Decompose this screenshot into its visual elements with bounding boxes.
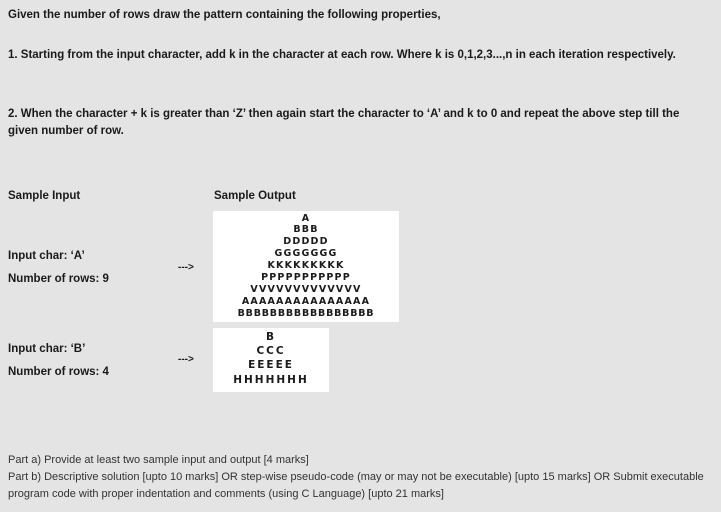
sample-2-input-char: Input char: ‘B’ [8,343,86,355]
sample-1-output-box [213,211,399,322]
output-row: CCC [256,345,286,357]
part-a-text: Part a) Provide at least two sample input and output [4 marks] [8,454,309,466]
output-row: BBB [293,224,319,235]
sample-1-rows: Number of rows: 9 [8,273,109,285]
sample-2-output-box [213,328,329,392]
output-row: PPPPPPPPPPP [261,272,351,283]
sample-2-rows: Number of rows: 4 [8,366,109,378]
problem-intro: Given the number of rows draw the pattern containing the following properties, [8,9,441,21]
output-row: B [265,331,276,343]
part-b-text: Part b) Descriptive solution [upto 10 marks] OR step-wise pseudo-code (may or may not be executable) [upto 15 marks] OR Submit executable program code with proper indentation and comments (using C Language) [upto 21 marks] [8,471,704,500]
output-row: A [301,213,311,224]
rule-1: 1. Starting from the input character, add k in the character at each row. Where k is 0,1,2,3...,n in each iteration respectively. [8,49,676,61]
output-row: KKKKKKKKK [267,260,345,271]
sample-1-arrow: ---> [178,262,194,273]
output-row: HHHHHHH [233,374,309,386]
output-row: EEEEE [248,359,294,371]
output-row: VVVVVVVVVVVVV [250,284,362,295]
sample-input-header: Sample Input [8,190,81,202]
sample-output-header: Sample Output [214,190,296,202]
rule-2: 2. When the character + k is greater than ‘Z’ then again start the character to ‘A’ and k to 0 and repeat the above step till the given number of row. [8,108,680,137]
output-row: AAAAAAAAAAAAAAA [241,296,371,307]
output-row: BBBBBBBBBBBBBBBBB [237,308,375,319]
output-row: DDDDD [283,236,329,247]
sample-1-input-char: Input char: ‘A’ [8,250,85,262]
sample-2-arrow: ---> [178,354,194,365]
output-row: GGGGGGG [274,248,338,259]
